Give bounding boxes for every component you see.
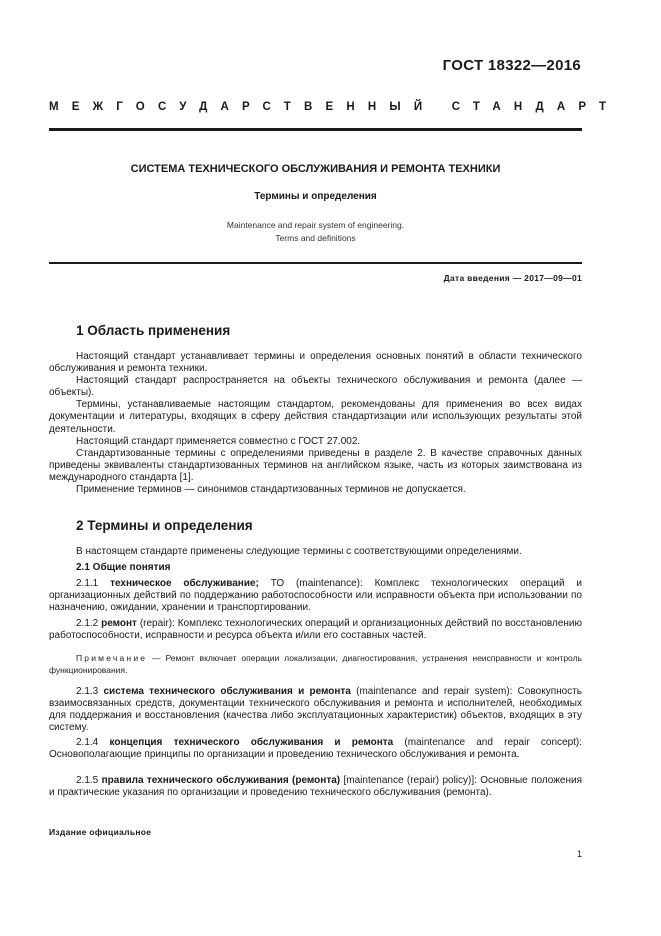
edition-label: Издание официальное xyxy=(49,827,152,837)
note xyxy=(49,652,582,676)
interstate-standard-banner: МЕЖГОСУДАРСТВЕННЫЙ СТАНДАРТ xyxy=(49,101,620,113)
term-2-1-3: 2.1.3 система технического обслуживания и ремонта (maintenance and repair system): Совокупность взаимосвязанных средств, документации технического обслуживания и ремонта и исполнителей, необходимых для поддержания и восстановления (качества либо эксплуатационных характеристик) объектов, входящих в эту систему. xyxy=(49,686,583,734)
term-2-1-5: 2.1.5 правила технического обслуживания (ремонта) [maintenance (repair) policy)]: Основные положения и практические указания по организации и проведению технического обслуживания (ремонта). xyxy=(49,775,582,799)
subsection-2-1-title: 2.1 Общие понятия xyxy=(76,562,171,573)
title-rule xyxy=(49,262,582,264)
english-title-line-2: Terms and definitions xyxy=(275,233,356,243)
english-title xyxy=(49,219,582,245)
page-number: 1 xyxy=(576,849,582,859)
section-2-title: 2 Термины и определения xyxy=(76,518,253,533)
document-title: СИСТЕМА ТЕХНИЧЕСКОГО ОБСЛУЖИВАНИЯ И РЕМОНТА ТЕХНИКИ xyxy=(130,163,501,175)
term-2-1-2: 2.1.2 ремонт (repair): Комплекс технологических операций и организационных действий по восстановлению работоспособности, исправности и ресурса объекта и/или его составных частей. xyxy=(49,618,582,642)
section-1-body xyxy=(49,351,582,496)
paragraph: Термины, устанавливаемые настоящим стандартом, рекомендованы для применения во всех видах документации и литературы, входящих в сферу действия стандартизации или использующих результаты этой деятельности. xyxy=(49,399,582,435)
paragraph: Настоящий стандарт устанавливает термины и определения основных понятий в области технического обслуживания и ремонта техники. xyxy=(49,351,582,375)
document-code: ГОСТ 18322—2016 xyxy=(442,57,581,74)
section-1-title: 1 Область применения xyxy=(76,323,231,338)
section-2-intro: В настоящем стандарте применены следующие термины с соответствующими определениями. xyxy=(76,546,522,557)
term-name: ремонт xyxy=(101,618,137,629)
paragraph: Настоящий стандарт распространяется на объекты технического обслуживания и ремонта (далее — объекты). xyxy=(49,375,582,399)
term-name: система технического обслуживания и ремонта xyxy=(103,686,351,697)
paragraph: Настоящий стандарт применяется совместно с ГОСТ 27.002. xyxy=(76,435,361,447)
term-name: техническое обслуживание; xyxy=(110,578,259,589)
english-title-line-1: Maintenance and repair system of engineering. xyxy=(226,220,405,230)
note-text: — Ремонт включает операции локализации, диагностирования, устранения неисправности и контроль функционирования. xyxy=(49,653,582,675)
introduction-date: Дата введения — 2017—09—01 xyxy=(443,273,582,283)
paragraph: Стандартизованные термины с определениями приведены в разделе 2. В качестве справочных данных приведены эквиваленты стандартизованных терминов на английском языке, часть из которых заимствована из международного стандарта [1]. xyxy=(49,447,582,483)
document-subtitle: Термины и определения xyxy=(254,191,377,202)
term-name: правила технического обслуживания (ремонта) xyxy=(101,775,341,786)
top-rule xyxy=(49,128,582,131)
paragraph: Применение терминов — синонимов стандартизованных терминов не допускается. xyxy=(76,484,466,496)
term-name: концепция технического обслуживания и ремонта xyxy=(109,737,394,748)
term-2-1-4: 2.1.4 концепция технического обслуживания и ремонта (maintenance and repair concept): Основополагающие принципы по организации и проведению технического обслуживания и ремонта. xyxy=(49,737,583,761)
note-label: Примечание xyxy=(76,653,148,663)
term-2-1-1: 2.1.1 техническое обслуживание; ТО (maintenance): Комплекс технологических операций и организационных действий по поддержанию работоспособности или исправности объекта при использовании по назначению, ожидании, хранении и транспортировании. xyxy=(49,578,582,614)
